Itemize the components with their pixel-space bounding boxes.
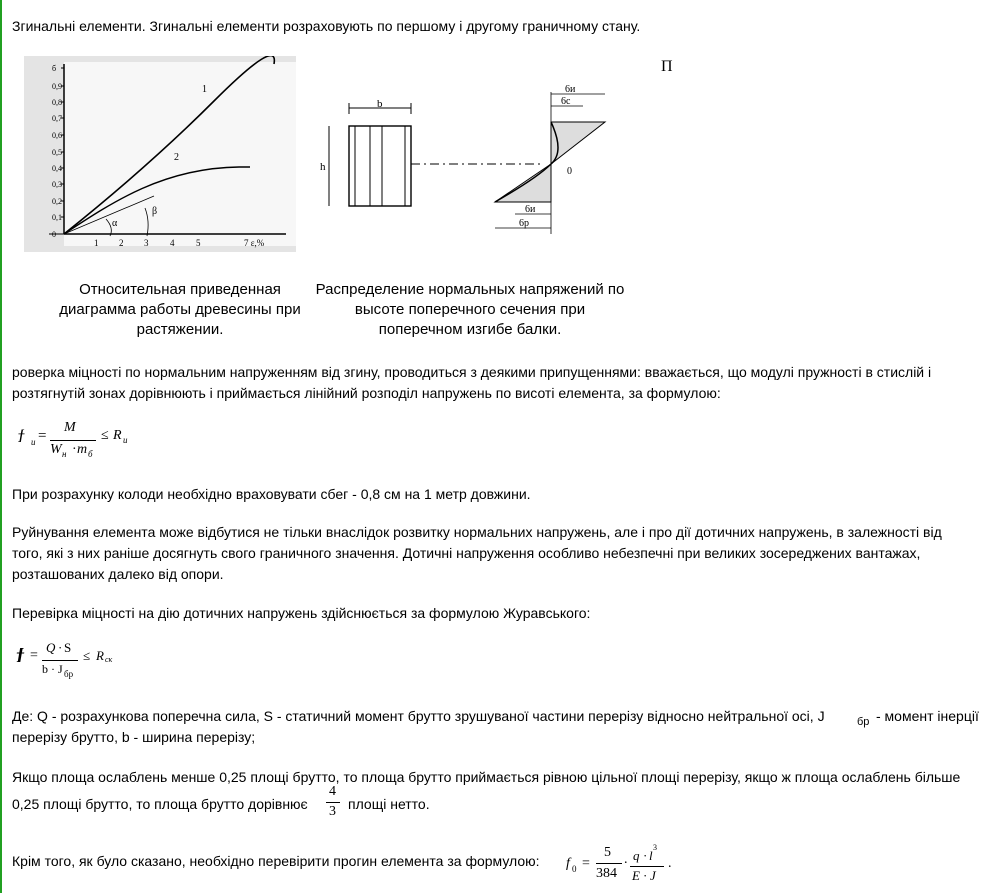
diagram-stress-strain (24, 56, 296, 252)
y-tick-label: 0,9 (52, 82, 62, 91)
paragraph-3-line-2: того, які з них раніше досягнуть свого граничного значення. Дотичні напруження особливо небезпечні при великих зосереджених вантажах, (12, 545, 921, 561)
label-top-outer: 6и (565, 84, 576, 95)
curve-label-1: 1 (202, 84, 207, 95)
angle-label-beta: β (152, 206, 158, 217)
paragraph-3-line-3: розташованих далеко від опори. (12, 566, 224, 582)
y-tick-label: 0,6 (52, 131, 62, 140)
corner-letter: П (661, 58, 673, 75)
x-tick-label: 5 (196, 238, 201, 248)
x-tick-label: 4 (170, 238, 175, 248)
x-tick-label: 7 ε,% (244, 238, 265, 248)
paragraph-5-line-2: перерізу брутто, b - ширина перерізу; (12, 729, 256, 745)
paragraph-3-line-1: Руйнування елемента може відбутися не тільки внаслідок розвитку нормальних напружень, але і про дії дотичних напружень, в залежності від (12, 524, 942, 540)
y-tick-label: 0,4 (52, 164, 62, 173)
figure1-caption: Относительная приведенная диаграмма работы древесины при растяжении. (59, 281, 301, 338)
y-tick-label: 0,7 (52, 114, 62, 123)
label-width-b: b (377, 98, 383, 110)
left-border (0, 0, 2, 893)
paragraph-7: Крім того, як було сказано, необхідно перевірити прогин елемента за формулою: (12, 853, 540, 869)
paragraph-4: Перевірка міцності на дію дотичних напружень здійснюється за формулою Журавського: (12, 605, 591, 621)
paragraph-6-line-2: 0,25 площі брутто, то площа брутто дорівнює (12, 796, 308, 812)
curve-label-2: 2 (174, 152, 179, 163)
y-tick-label: 0,5 (52, 148, 62, 157)
y-tick-label: 0,2 (52, 197, 62, 206)
x-tick-label: 2 (119, 238, 124, 248)
x-tick-label: 1 (94, 238, 99, 248)
paragraph-5-line-1-tail: - момент інерції (876, 708, 979, 724)
label-height-h: h (320, 161, 326, 173)
intro-text: Згинальні елементи. Згинальні елементи розраховують по першому і другому граничному стану. (12, 18, 641, 34)
paragraph-5-line-1: Де: Q - розрахункова поперечна сила, S - статичний момент брутто зрушуваної частини перерізу відносно нейтральної осі, J (12, 708, 825, 724)
x-tick-label: 3 (144, 238, 149, 248)
label-top-inner: 6с (561, 96, 571, 107)
y-tick-label: 0,8 (52, 98, 62, 107)
y-tick-label: б (52, 64, 57, 73)
paragraph-6-line-1: Якщо площа ослаблень менше 0,25 площі брутто, то площа брутто приймається рівною цільної площі перерізу, якщо ж площа ослаблень більше (12, 769, 961, 785)
diagram-stress-distribution (315, 74, 615, 246)
angle-label-alpha: α (112, 218, 118, 229)
paragraph-2: При розрахунку колоди необхідно враховувати сбег - 0,8 см на 1 метр довжини. (12, 486, 531, 502)
y-tick-label: 0,1 (52, 213, 62, 222)
label-bottom-inner: 6и (525, 204, 536, 215)
figure2-caption: Распределение нормальных напряжений по высоте поперечного сечения при поперечном изгибе балки. (315, 281, 625, 338)
paragraph-6-line-2-tail: площі нетто. (348, 796, 430, 812)
paragraph-1-line-1: роверка міцності по нормальним напруженням від згину, проводиться з деякими припущеннями: вважається, що модулі пружності в стислій і (12, 364, 932, 380)
paragraph-5-subscript: бр (857, 716, 870, 728)
label-neutral-0: 0 (567, 166, 572, 177)
paragraph-1-line-2: розтягнутій зонах дорівнюють і приймається лінійний розподіл напружень по висоті елемента, за формулою: (12, 385, 721, 401)
y-tick-label: 0,3 (52, 180, 62, 189)
y-tick-label: 0 (52, 230, 56, 239)
label-bottom-outer: 6р (519, 218, 529, 229)
